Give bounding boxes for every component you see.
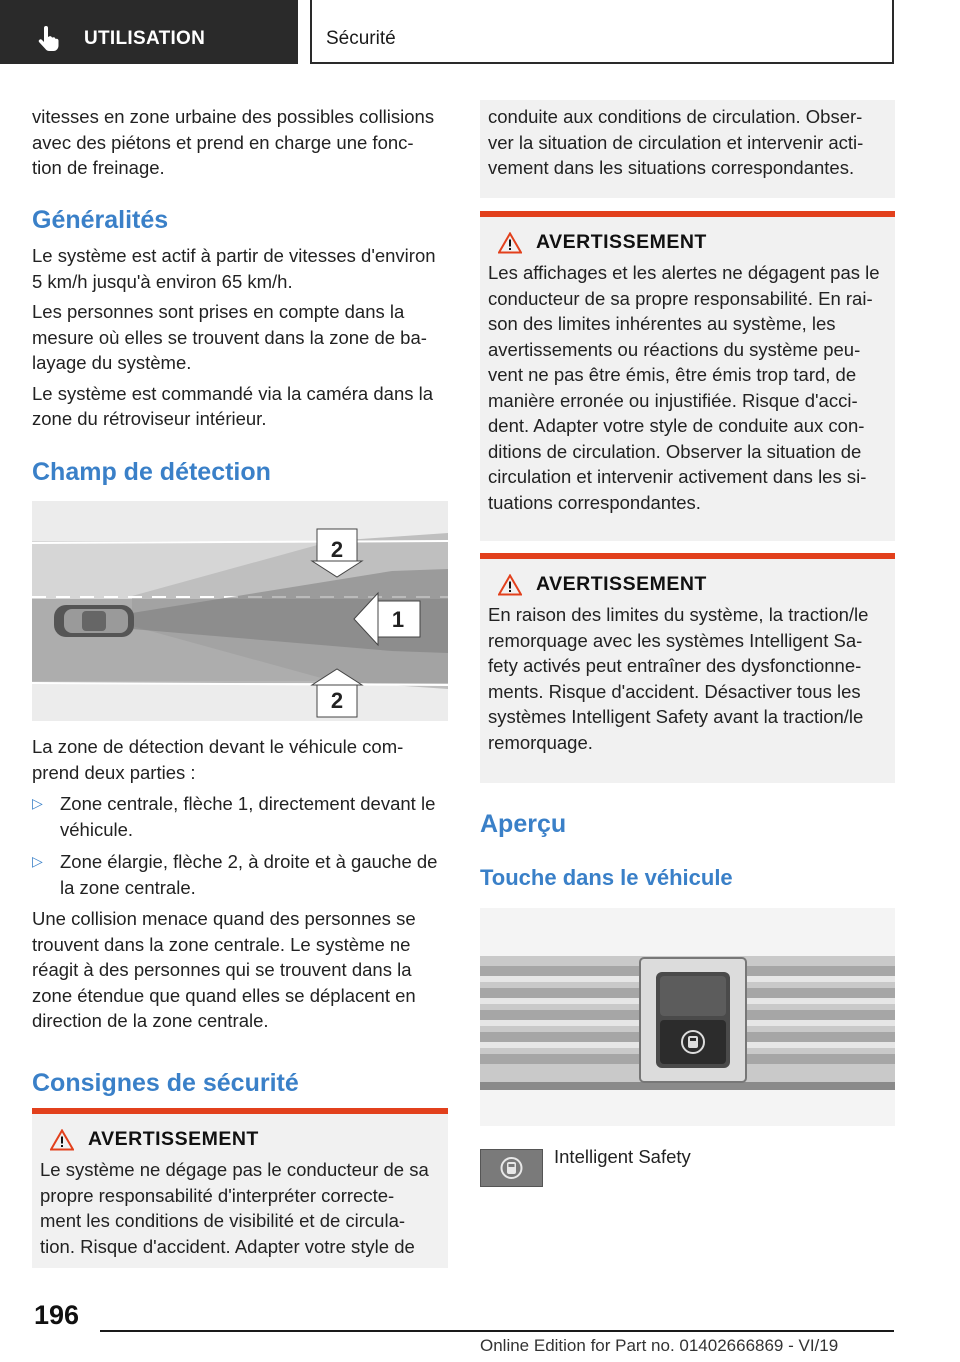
heading-generalites: Généralités <box>32 206 169 234</box>
bullet-list <box>32 791 448 900</box>
hand-touch-icon <box>38 26 60 52</box>
arrow-2-top-label: 2 <box>330 537 344 562</box>
bullet-item-2 <box>32 849 448 900</box>
warning-box-3 <box>480 553 895 783</box>
bullet-triangle-icon: ▷ <box>32 795 43 811</box>
arrow-2-bottom-label: 2 <box>330 688 344 713</box>
footer-divider <box>100 1330 894 1332</box>
champ-paragraph-2: Une collision menace quand des personnes se trouvent dans la zone centrale. Le système ne réagit à des personnes qui se trouvent dans la zone étendue que quand elles se déplacent en direction de la zone centrale. <box>32 908 416 1031</box>
warning-triangle-icon <box>50 1129 74 1151</box>
heading-apercu: Aperçu <box>480 810 567 838</box>
warning-title-3: AVERTISSEMENT <box>536 573 707 595</box>
intelligent-safety-icon-box <box>480 1149 543 1187</box>
heading-champ-detection: Champ de détection <box>32 458 271 486</box>
intro-paragraph: vitesses en zone urbaine des possibles collisions avec des piétons et prend en charge une fonc- tion de freinage. <box>32 106 435 178</box>
footer-edition: Online Edition for Part no. 01402666869 - VI/19 <box>480 1336 839 1355</box>
warning-continuation-text: conduite aux conditions de circulation. Obser- ver la situation de circulation et intervenir acti- vement dans les situations correspondantes. <box>488 106 864 178</box>
warning-title-1: AVERTISSEMENT <box>88 1128 259 1150</box>
general-paragraph-3: Le système est commandé via la caméra dans la zone du rétroviseur intérieur. <box>32 382 434 429</box>
header-subsection <box>310 0 894 64</box>
icon-label: Intelligent Safety <box>554 1146 691 1167</box>
section-title: UTILISATION <box>84 28 206 49</box>
bullet-item-1 <box>32 791 448 842</box>
champ-intro: La zone de détection devant le véhicule com- prend deux parties : <box>32 736 404 783</box>
warning-title-2: AVERTISSEMENT <box>536 231 707 253</box>
warning-box-2 <box>480 211 895 541</box>
general-text <box>32 243 448 432</box>
car-icon <box>54 605 134 637</box>
warning-text-1: Le système ne dégage pas le conducteur de sa propre responsabilité d'interpréter correcte- ment les conditions de visibilité et de circula- tion. Risque d'accident. Adapter votre style de <box>40 1159 429 1257</box>
warning-text-2: Les affichages et les alertes ne dégagent pas le conducteur de sa propre responsabilité. En rai- son des limites inhérentes au système, les avertissements ou réactions du système peu- vent ne pas être émis, être émis trop tard, de manière erronée ou injustifiée. Risque d'acci- dent. Adapter votre style de conduite aux con- ditions de circulation. Observer la situation de circulation et intervenir activement dans les si- tuations correspondantes. <box>488 262 880 513</box>
arrow-1-center-label: 1 <box>391 607 405 632</box>
air-vent-with-button-image <box>480 908 895 1126</box>
page-number: 196 <box>34 1300 80 1330</box>
heading-consignes: Consignes de sécurité <box>32 1069 299 1097</box>
heading-touche-vehicule: Touche dans le véhicule <box>480 865 733 890</box>
detection-zone-figure <box>32 501 448 721</box>
warning-continuation-box <box>480 100 895 198</box>
vehicle-button-photo <box>480 908 895 1126</box>
header-section-tab <box>0 0 298 64</box>
warning-box-1 <box>32 1108 448 1268</box>
subsection-title: Sécurité <box>326 28 396 49</box>
detection-zone-diagram <box>32 501 448 721</box>
warning-text-3: En raison des limites du système, la traction/le remorquage avec les systèmes Intelligent Sa- fety activés peut entraîner des dysfonctionne- ments. Risque d'accident. Désactiver tous les systèmes Intelligent Safety avant la traction/le remorquage. <box>488 604 869 753</box>
general-paragraph-1: Le système est actif à partir de vitesses d'environ 5 km/h jusqu'à environ 65 km/h. <box>32 245 436 292</box>
warning-triangle-icon <box>498 574 522 596</box>
bullet-text-1: Zone centrale, flèche 1, directement devant le véhicule. <box>60 793 436 840</box>
intelligent-safety-icon <box>481 1150 542 1186</box>
general-paragraph-2: Les personnes sont prises en compte dans la mesure où elles se trouvent dans la zone de ba- layage du système. <box>32 301 427 373</box>
bullet-text-2: Zone élargie, flèche 2, à droite et à gauche de la zone centrale. <box>60 851 438 898</box>
bullet-triangle-icon: ▷ <box>32 853 43 869</box>
warning-triangle-icon <box>498 232 522 254</box>
